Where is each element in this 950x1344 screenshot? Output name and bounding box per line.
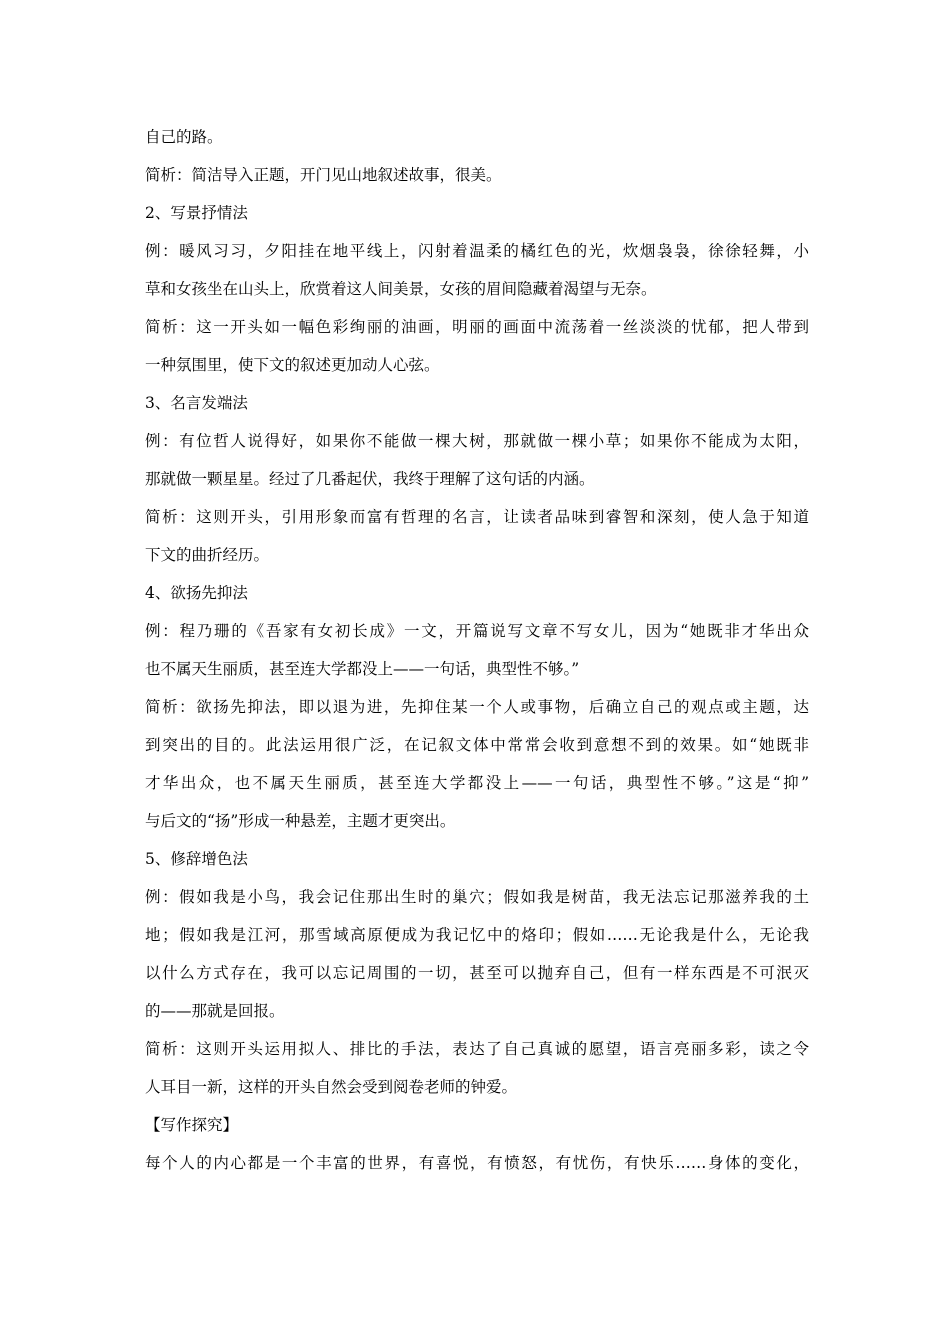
text-line: 的——那就是回报。 <box>145 1002 285 1020</box>
text-line: 到突出的目的。此法运用很广泛，在记叙文体中常常会收到意想不到的效果。如“她既非 <box>145 736 809 754</box>
analysis-paragraph: 简析：这一开头如一幅色彩绚丽的油画，明丽的画面中流荡着一丝淡淡的忧郁，把人带到 <box>145 318 809 336</box>
section-heading: 【写作探究】 <box>145 1116 239 1134</box>
example-paragraph: 例：程乃珊的《吾家有女初长成》一文，开篇说写文章不写女儿，因为“她既非才华出众 <box>145 622 809 640</box>
text-line: 每个人的内心都是一个丰富的世界，有喜悦，有愤怒，有忧伤，有快乐……身体的变化， <box>145 1154 809 1172</box>
text-line: 人耳目一新，这样的开头自然会受到阅卷老师的钟爱。 <box>145 1078 518 1096</box>
section-heading: 3、名言发端法 <box>145 394 248 412</box>
text-line: 地；假如我是江河，那雪域高原便成为我记忆中的烙印；假如……无论我是什么，无论我 <box>145 926 809 944</box>
analysis-paragraph: 简析：这则开头运用拟人、排比的手法，表达了自己真诚的愿望，语言亮丽多彩，读之令 <box>145 1040 809 1058</box>
text-line: 草和女孩坐在山头上，欣赏着这人间美景，女孩的眉间隐藏着渴望与无奈。 <box>145 280 657 298</box>
text-line: 与后文的“扬”形成一种悬差，主题才更突出。 <box>145 812 456 830</box>
analysis-paragraph: 简析：简洁导入正题，开门见山地叙述故事，很美。 <box>145 166 502 184</box>
text-line: 那就做一颗星星。经过了几番起伏，我终于理解了这句话的内涵。 <box>145 470 595 488</box>
example-paragraph: 例：有位哲人说得好，如果你不能做一棵大树，那就做一棵小草；如果你不能成为太阳， <box>145 432 809 450</box>
example-paragraph: 例：假如我是小鸟，我会记住那出生时的巢穴；假如我是树苗，我无法忘记那滋养我的土 <box>145 888 809 906</box>
section-heading: 5、修辞增色法 <box>145 850 248 868</box>
text-line: 下文的曲折经历。 <box>145 546 270 564</box>
text-line: 才华出众，也不属天生丽质，甚至连大学都没上——一句话，典型性不够。”这是“抑” <box>145 774 809 792</box>
example-paragraph: 例：暖风习习，夕阳挂在地平线上，闪射着温柔的橘红色的光，炊烟袅袅，徐徐轻舞，小 <box>145 242 809 260</box>
analysis-paragraph: 简析：这则开头，引用形象而富有哲理的名言，让读者品味到睿智和深刻，使人急于知道 <box>145 508 809 526</box>
text-line: 以什么方式存在，我可以忘记周围的一切，甚至可以抛弃自己，但有一样东西是不可泯灭 <box>145 964 809 982</box>
text-line: 自己的路。 <box>145 128 223 146</box>
document-body <box>145 124 809 1188</box>
analysis-paragraph: 简析：欲扬先抑法，即以退为进，先抑住某一个人或事物，后确立自己的观点或主题，达 <box>145 698 809 716</box>
section-heading: 4、欲扬先抑法 <box>145 584 248 602</box>
section-heading: 2、写景抒情法 <box>145 204 248 222</box>
text-line: 一种氛围里，使下文的叙述更加动人心弦。 <box>145 356 440 374</box>
text-line: 也不属天生丽质，甚至连大学都没上——一句话，典型性不够。” <box>145 660 580 678</box>
